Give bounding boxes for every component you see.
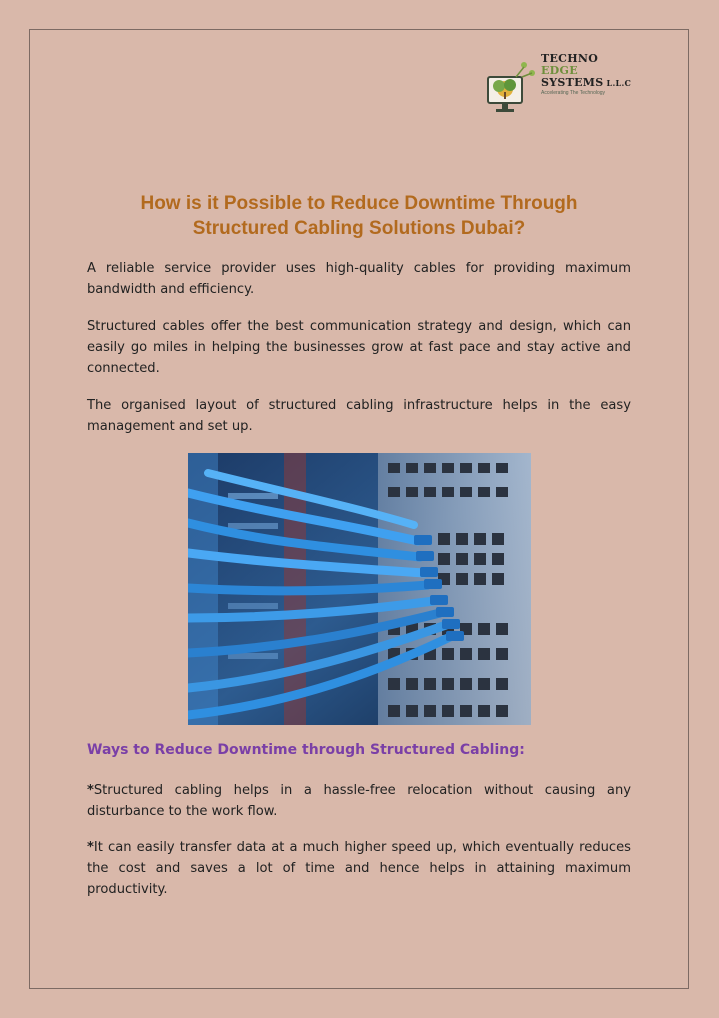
intro-paragraph-3: The organised layout of structured cabling infrastructure helps in the easy management and set up. bbox=[87, 398, 631, 434]
bullet-marker: * bbox=[87, 783, 94, 798]
logo-line-techno: TECHNO bbox=[541, 52, 599, 65]
page-title bbox=[90, 191, 628, 241]
logo-suffix: L.L.C bbox=[606, 78, 632, 88]
logo-wordmark bbox=[541, 53, 631, 96]
logo-line-systems bbox=[541, 77, 631, 89]
network-cables-illustration bbox=[188, 453, 531, 725]
intro-paragraph-1: A reliable service provider uses high-quality cables for providing maximum bandwidth and efficiency. bbox=[87, 261, 631, 297]
logo-systems-word: SYSTEMS bbox=[541, 76, 604, 89]
bullet-point-2 bbox=[87, 837, 631, 900]
title-line-1: How is it Possible to Reduce Downtime Through bbox=[140, 193, 578, 214]
company-logo bbox=[486, 53, 636, 119]
bullet-point-1 bbox=[87, 780, 631, 822]
logo-line-edge: EDGE bbox=[541, 64, 578, 77]
title-line-2: Structured Cabling Solutions Dubai? bbox=[192, 218, 526, 239]
network-cables-photo bbox=[188, 453, 531, 725]
bullet-text: Structured cabling helps in a hassle-free relocation without causing any disturbance to the work flow. bbox=[87, 783, 631, 819]
section-heading: Ways to Reduce Downtime through Structured Cabling: bbox=[87, 742, 525, 758]
logo-tagline: Accelerating The Technology bbox=[541, 90, 606, 96]
bullet-text: It can easily transfer data at a much higher speed up, which eventually reduces the cost and saves a lot of time and hence helps in attaining maximum productivity. bbox=[87, 840, 631, 897]
bullet-marker: * bbox=[87, 840, 94, 855]
intro-paragraph-2: Structured cables offer the best communication strategy and design, which can easily go miles in helping the businesses grow at fast pace and stay active and connected. bbox=[87, 319, 631, 376]
monitor-tree-icon bbox=[486, 53, 538, 119]
